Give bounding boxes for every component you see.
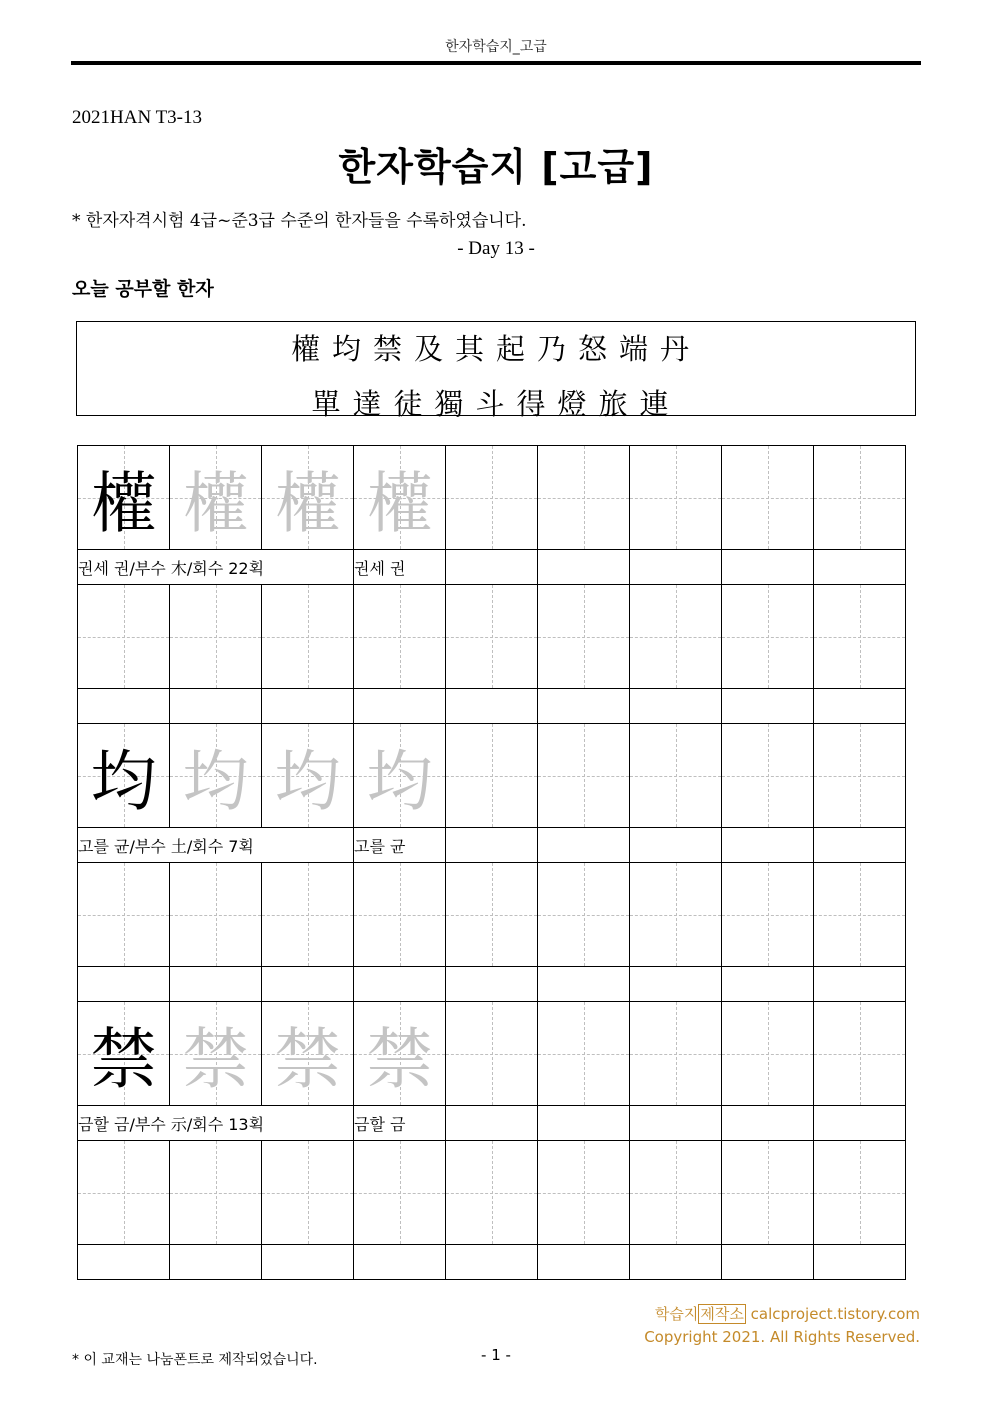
meaning-cell[interactable] <box>630 967 722 1002</box>
today-section-label: 오늘 공부할 한자 <box>72 278 214 300</box>
trace-cell <box>170 446 262 550</box>
meaning-cell[interactable] <box>538 967 630 1002</box>
meaning-cell[interactable] <box>78 967 170 1002</box>
blank-char-row <box>78 585 906 689</box>
blank-info-row <box>78 967 906 1002</box>
practice-cell[interactable] <box>78 1141 170 1245</box>
practice-cell[interactable] <box>170 585 262 689</box>
trace-hanja: 禁 <box>182 1021 249 1098</box>
meaning-cell[interactable] <box>722 550 814 585</box>
meaning-cell[interactable] <box>446 689 538 724</box>
meaning-cell[interactable] <box>446 1245 538 1280</box>
running-header: 한자학습지_고급 <box>445 39 547 55</box>
meaning-cell[interactable] <box>354 689 446 724</box>
practice-cell[interactable] <box>538 1002 630 1106</box>
footer-brand <box>655 1303 920 1324</box>
hanja-info: 금할 금/부수 示/회수 13획 <box>78 1106 354 1141</box>
practice-cell[interactable] <box>814 863 906 967</box>
practice-cell[interactable] <box>446 1141 538 1245</box>
practice-cell[interactable] <box>446 446 538 550</box>
model-hanja: 均 <box>90 743 157 820</box>
trace-cell <box>262 1002 354 1106</box>
practice-cell[interactable] <box>722 1141 814 1245</box>
practice-cell[interactable] <box>722 585 814 689</box>
practice-cell[interactable] <box>814 724 906 828</box>
practice-cell[interactable] <box>722 1002 814 1106</box>
practice-cell[interactable] <box>170 863 262 967</box>
char-row <box>78 446 906 550</box>
practice-cell[interactable] <box>538 585 630 689</box>
meaning-cell[interactable] <box>446 550 538 585</box>
meaning-cell[interactable] <box>630 1106 722 1141</box>
meaning-cell[interactable] <box>78 689 170 724</box>
meaning-cell[interactable] <box>814 967 906 1002</box>
meaning-cell[interactable] <box>538 1245 630 1280</box>
practice-cell[interactable] <box>354 863 446 967</box>
model-hanja: 禁 <box>90 1021 157 1098</box>
copyright: Copyright 2021. All Rights Reserved. <box>644 1328 920 1346</box>
meaning-cell[interactable] <box>262 1245 354 1280</box>
model-hanja: 權 <box>90 465 157 542</box>
practice-cell[interactable] <box>354 1141 446 1245</box>
brand-boxed: 제작소 <box>700 1305 744 1323</box>
practice-cell[interactable] <box>814 446 906 550</box>
practice-cell[interactable] <box>630 863 722 967</box>
practice-cell[interactable] <box>538 863 630 967</box>
meaning-cell[interactable] <box>630 828 722 863</box>
hanja-meaning: 금할 금 <box>354 1106 446 1141</box>
hanja-info: 권세 권/부수 木/회수 22획 <box>78 550 354 585</box>
practice-cell[interactable] <box>814 1141 906 1245</box>
meaning-cell[interactable] <box>722 689 814 724</box>
trace-hanja: 均 <box>274 743 341 820</box>
blank-char-row <box>78 1141 906 1245</box>
worksheet-code: 2021HAN T3-13 <box>72 107 203 128</box>
meaning-cell[interactable] <box>814 1245 906 1280</box>
meaning-cell[interactable] <box>78 1245 170 1280</box>
meaning-cell[interactable] <box>538 1106 630 1141</box>
hanja-meaning: 고를 균 <box>354 828 446 863</box>
meaning-cell[interactable] <box>722 967 814 1002</box>
meaning-cell[interactable] <box>630 550 722 585</box>
hanja-meaning: 권세 권 <box>354 550 446 585</box>
trace-hanja: 權 <box>274 465 341 542</box>
today-hanja-line-1: 權均禁及其起乃怒端丹 <box>290 332 701 366</box>
trace-cell <box>262 724 354 828</box>
practice-cell[interactable] <box>722 446 814 550</box>
trace-hanja: 均 <box>366 743 433 820</box>
meaning-cell[interactable] <box>446 828 538 863</box>
meaning-cell[interactable] <box>722 1245 814 1280</box>
trace-cell <box>354 724 446 828</box>
today-hanja-line-2: 單達徒獨斗得燈旅連 <box>311 387 681 421</box>
info-row <box>78 550 906 585</box>
trace-hanja: 禁 <box>366 1021 433 1098</box>
meaning-cell[interactable] <box>446 1106 538 1141</box>
meaning-cell[interactable] <box>262 689 354 724</box>
trace-cell <box>170 1002 262 1106</box>
practice-cell[interactable] <box>538 446 630 550</box>
practice-cell[interactable] <box>354 585 446 689</box>
char-row <box>78 1002 906 1106</box>
meaning-cell[interactable] <box>354 967 446 1002</box>
practice-grid <box>77 445 906 1280</box>
model-cell <box>78 446 170 550</box>
model-cell <box>78 1002 170 1106</box>
meaning-cell[interactable] <box>446 967 538 1002</box>
practice-cell[interactable] <box>446 1002 538 1106</box>
blank-char-row <box>78 863 906 967</box>
practice-cell[interactable] <box>722 863 814 967</box>
blank-info-row <box>78 1245 906 1280</box>
char-row <box>78 724 906 828</box>
font-note: * 이 교재는 나눔폰트로 제작되었습니다. <box>72 1352 318 1368</box>
meaning-cell[interactable] <box>170 689 262 724</box>
practice-cell[interactable] <box>722 724 814 828</box>
practice-cell[interactable] <box>170 1141 262 1245</box>
level-note: * 한자자격시험 4급~준3급 수준의 한자들을 수록하였습니다. <box>72 211 527 231</box>
practice-cell[interactable] <box>446 863 538 967</box>
practice-cell[interactable] <box>630 1002 722 1106</box>
info-row <box>78 1106 906 1141</box>
brand-url: calcproject.tistory.com <box>750 1305 920 1323</box>
practice-cell[interactable] <box>78 863 170 967</box>
practice-cell[interactable] <box>814 585 906 689</box>
practice-cell[interactable] <box>630 1141 722 1245</box>
trace-cell <box>354 446 446 550</box>
meaning-cell[interactable] <box>170 967 262 1002</box>
model-cell <box>78 724 170 828</box>
day-label: - Day 13 - <box>457 238 535 259</box>
hanja-info: 고를 균/부수 土/회수 7획 <box>78 828 354 863</box>
practice-cell[interactable] <box>262 1141 354 1245</box>
trace-hanja: 權 <box>182 465 249 542</box>
trace-cell <box>262 446 354 550</box>
blank-info-row <box>78 689 906 724</box>
meaning-cell[interactable] <box>814 689 906 724</box>
page-number: - 1 - <box>481 1346 511 1364</box>
practice-cell[interactable] <box>262 863 354 967</box>
meaning-cell[interactable] <box>630 689 722 724</box>
practice-cell[interactable] <box>814 1002 906 1106</box>
practice-cell[interactable] <box>538 724 630 828</box>
meaning-cell[interactable] <box>814 828 906 863</box>
meaning-cell[interactable] <box>538 550 630 585</box>
trace-hanja: 均 <box>182 743 249 820</box>
meaning-cell[interactable] <box>354 1245 446 1280</box>
practice-cell[interactable] <box>630 585 722 689</box>
meaning-cell[interactable] <box>262 967 354 1002</box>
trace-hanja: 禁 <box>274 1021 341 1098</box>
meaning-cell[interactable] <box>538 828 630 863</box>
trace-cell <box>354 1002 446 1106</box>
trace-cell <box>170 724 262 828</box>
practice-cell[interactable] <box>538 1141 630 1245</box>
info-row <box>78 828 906 863</box>
meaning-cell[interactable] <box>630 1245 722 1280</box>
practice-cell[interactable] <box>262 585 354 689</box>
meaning-cell[interactable] <box>170 1245 262 1280</box>
meaning-cell[interactable] <box>814 1106 906 1141</box>
today-hanja-box <box>76 321 916 421</box>
header-rule <box>71 61 921 65</box>
practice-cell[interactable] <box>78 585 170 689</box>
trace-hanja: 權 <box>366 465 433 542</box>
meaning-cell[interactable] <box>538 689 630 724</box>
practice-cell[interactable] <box>630 446 722 550</box>
brand-prefix: 학습지 <box>654 1305 699 1323</box>
practice-cell[interactable] <box>630 724 722 828</box>
page-title: 한자학습지 [고급] <box>338 145 654 189</box>
practice-cell[interactable] <box>446 724 538 828</box>
meaning-cell[interactable] <box>722 828 814 863</box>
practice-cell[interactable] <box>446 585 538 689</box>
meaning-cell[interactable] <box>814 550 906 585</box>
meaning-cell[interactable] <box>722 1106 814 1141</box>
